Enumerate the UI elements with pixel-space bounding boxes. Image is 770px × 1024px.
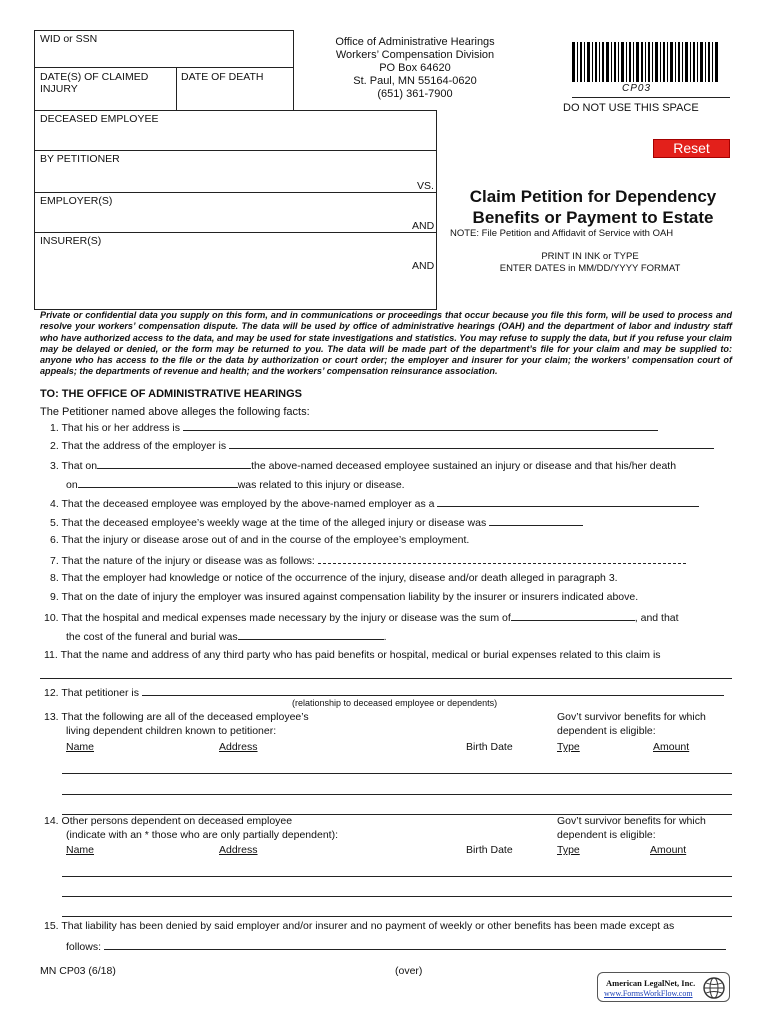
dates-injury-label: DATE(S) OF CLAIMED INJURY — [40, 71, 149, 95]
item-1: 1. That his or her address is — [50, 420, 658, 435]
item-13: 13. That the following are all of the deceased employee’s — [44, 711, 309, 723]
publisher-url[interactable]: www.FormsWorkFlow.com — [604, 989, 693, 998]
deceased-divider — [34, 150, 437, 151]
office-line-2: Workers’ Compensation Division — [335, 49, 495, 61]
relationship-field[interactable] — [142, 685, 724, 696]
item-13-cont: living dependent children known to petitioner: — [66, 725, 277, 737]
publisher-badge — [597, 972, 730, 1002]
col-amount-14: Amount — [650, 844, 687, 856]
occupation-field[interactable] — [437, 496, 699, 507]
item-9: 9. That on the date of injury the employer was insured against compensation liability by the insurer or insurers indicated above. — [50, 591, 639, 603]
office-address — [300, 36, 530, 101]
relationship-caption: (relationship to deceased employee or dependents) — [292, 698, 498, 708]
oah-note: NOTE: File Petition and Affidavit of Service with OAH — [450, 228, 674, 239]
form-title-line-2: Benefits or Payment to Estate — [472, 208, 714, 227]
injury-date-field[interactable] — [97, 458, 251, 469]
print-instructions — [450, 251, 730, 275]
and2-label: AND — [412, 260, 435, 272]
petitioner-divider — [34, 192, 437, 193]
wid-label: WID or SSN — [40, 33, 98, 45]
other-dependent-row-1[interactable] — [62, 876, 732, 877]
third-party-line[interactable] — [40, 678, 732, 679]
col-type-14: Type — [557, 844, 580, 856]
barcode-icon — [572, 42, 722, 82]
intro-text: The Petitioner named above alleges the following facts: — [40, 406, 310, 418]
col-name-13: Name — [66, 741, 95, 753]
item-3: 3. That on the above-named deceased employee sustained an injury or disease and that his/her death — [50, 460, 677, 472]
item-2: 2. That the address of the employer is — [50, 438, 714, 453]
header-right-border — [293, 30, 294, 110]
barcode-code: CP03 — [622, 83, 652, 94]
vs-label: VS. — [417, 180, 434, 192]
employer-divider — [34, 232, 437, 233]
govt-benefits-14-line2: dependent is eligible: — [557, 829, 656, 841]
globe-icon — [702, 976, 726, 1000]
col-birthdate-13: Birth Date — [466, 741, 513, 753]
death-date-field[interactable] — [78, 477, 238, 488]
item-10-cont: the cost of the funeral and burial was . — [66, 631, 387, 643]
petitioner-label: BY PETITIONER — [40, 153, 120, 165]
govt-benefits-13-line2: dependent is eligible: — [557, 725, 656, 737]
injury-nature-field[interactable] — [318, 553, 686, 564]
item-11: 11. That the name and address of any third party who has paid benefits or hospital, medical or burial expenses related to this claim is — [44, 649, 661, 661]
item-3-cont: on was related to this injury or disease. — [66, 479, 405, 491]
liability-field[interactable] — [104, 939, 726, 950]
privacy-notice: Private or confidential data you supply on this form, and in communications or proceedings that occur because you file this form, will be used to process and resolve your workers’ compensation dispute. The data will be used by office of administrative hearings (OAH) and the department of labor and industry staff who have authorized access to the data, and may be used for state investigations and statistics. You may refuse to supply the data, but if you refuse your claim may be delayed or denied, or the form may be returned to you. The data will be made part of the department’s file for your claim and may be supplied to: anyone who has access to the file or the data by authorization or court order; the employer and insurer for your claim; the workers’ compensation court of appeals; the departments of revenue and health; and the workers’ compensation reinsurance association. — [40, 310, 732, 377]
header-divider — [34, 67, 294, 68]
employer-address-field[interactable] — [229, 438, 714, 449]
to-office-heading: TO: THE OFFICE OF ADMINISTRATIVE HEARINGS — [40, 388, 302, 400]
item-8: 8. That the employer had knowledge or notice of the occurrence of the injury, disease and/or death alleged in paragraph 3. — [50, 572, 618, 584]
form-id: MN CP03 (6/18) — [40, 965, 116, 977]
barcode-rule — [572, 97, 730, 98]
employee-address-field[interactable] — [183, 420, 658, 431]
deceased-label: DECEASED EMPLOYEE — [40, 113, 159, 125]
employer-label: EMPLOYER(S) — [40, 195, 113, 207]
item-5: 5. That the deceased employee’s weekly wage at the time of the alleged injury or disease was — [50, 515, 583, 530]
office-line-4: St. Paul, MN 55164-0620 — [353, 75, 477, 87]
office-line-5: (651) 361-7900 — [377, 88, 453, 100]
date-divider — [176, 67, 177, 110]
col-address-13: Address — [219, 741, 258, 753]
office-line-1: Office of Administrative Hearings — [335, 36, 495, 48]
col-name-14: Name — [66, 844, 95, 856]
item-14: 14. Other persons dependent on deceased employee — [44, 815, 293, 827]
over-label: (over) — [395, 965, 423, 977]
other-dependent-row-3[interactable] — [62, 916, 732, 917]
item-6: 6. That the injury or disease arose out of and in the course of the employee’s employment. — [50, 534, 470, 546]
weekly-wage-field[interactable] — [489, 515, 583, 526]
do-not-use-label: DO NOT USE THIS SPACE — [563, 102, 699, 114]
wid-field[interactable] — [40, 47, 290, 65]
form-title — [448, 186, 738, 228]
col-birthdate-14: Birth Date — [466, 844, 513, 856]
print-instruction-2: ENTER DATES in MM/DD/YYYY FORMAT — [499, 263, 681, 274]
govt-benefits-14-line1: Gov’t survivor benefits for which — [557, 815, 706, 827]
col-address-14: Address — [219, 844, 258, 856]
office-line-3: PO Box 64620 — [379, 62, 451, 74]
funeral-cost-field[interactable] — [238, 629, 384, 640]
barcode — [572, 42, 722, 88]
medical-expenses-field[interactable] — [511, 610, 635, 621]
reset-button[interactable]: Reset — [653, 139, 730, 158]
col-type-13: Type — [557, 741, 580, 753]
item-14-cont: (indicate with an * those who are only partially dependent): — [66, 829, 338, 841]
date-death-label: DATE OF DEATH — [181, 71, 264, 83]
other-dependent-row-2[interactable] — [62, 896, 732, 897]
item-4: 4. That the deceased employee was employed by the above-named employer as a — [50, 496, 699, 511]
item-7: 7. That the nature of the injury or disease was as follows: — [50, 553, 686, 568]
item-15-cont: follows: — [66, 939, 726, 954]
form-title-line-1: Claim Petition for Dependency — [469, 187, 717, 206]
publisher-name: American LegalNet, Inc. — [606, 978, 696, 988]
and1-label: AND — [412, 220, 435, 232]
item-10: 10. That the hospital and medical expenses made necessary by the injury or disease was the sum of , and that — [44, 612, 679, 624]
col-amount-13: Amount — [653, 741, 690, 753]
govt-benefits-13-line1: Gov’t survivor benefits for which — [557, 711, 706, 723]
print-instruction-1: PRINT IN INK or TYPE — [541, 251, 639, 262]
item-15: 15. That liability has been denied by said employer and/or insurer and no payment of weekly or other benefits has been made except as — [44, 920, 675, 932]
dependent-child-row-1[interactable] — [62, 773, 732, 774]
parties-box — [34, 110, 437, 310]
dependent-child-row-2[interactable] — [62, 794, 732, 795]
insurer-label: INSURER(S) — [40, 235, 102, 247]
item-12: 12. That petitioner is — [44, 685, 724, 700]
